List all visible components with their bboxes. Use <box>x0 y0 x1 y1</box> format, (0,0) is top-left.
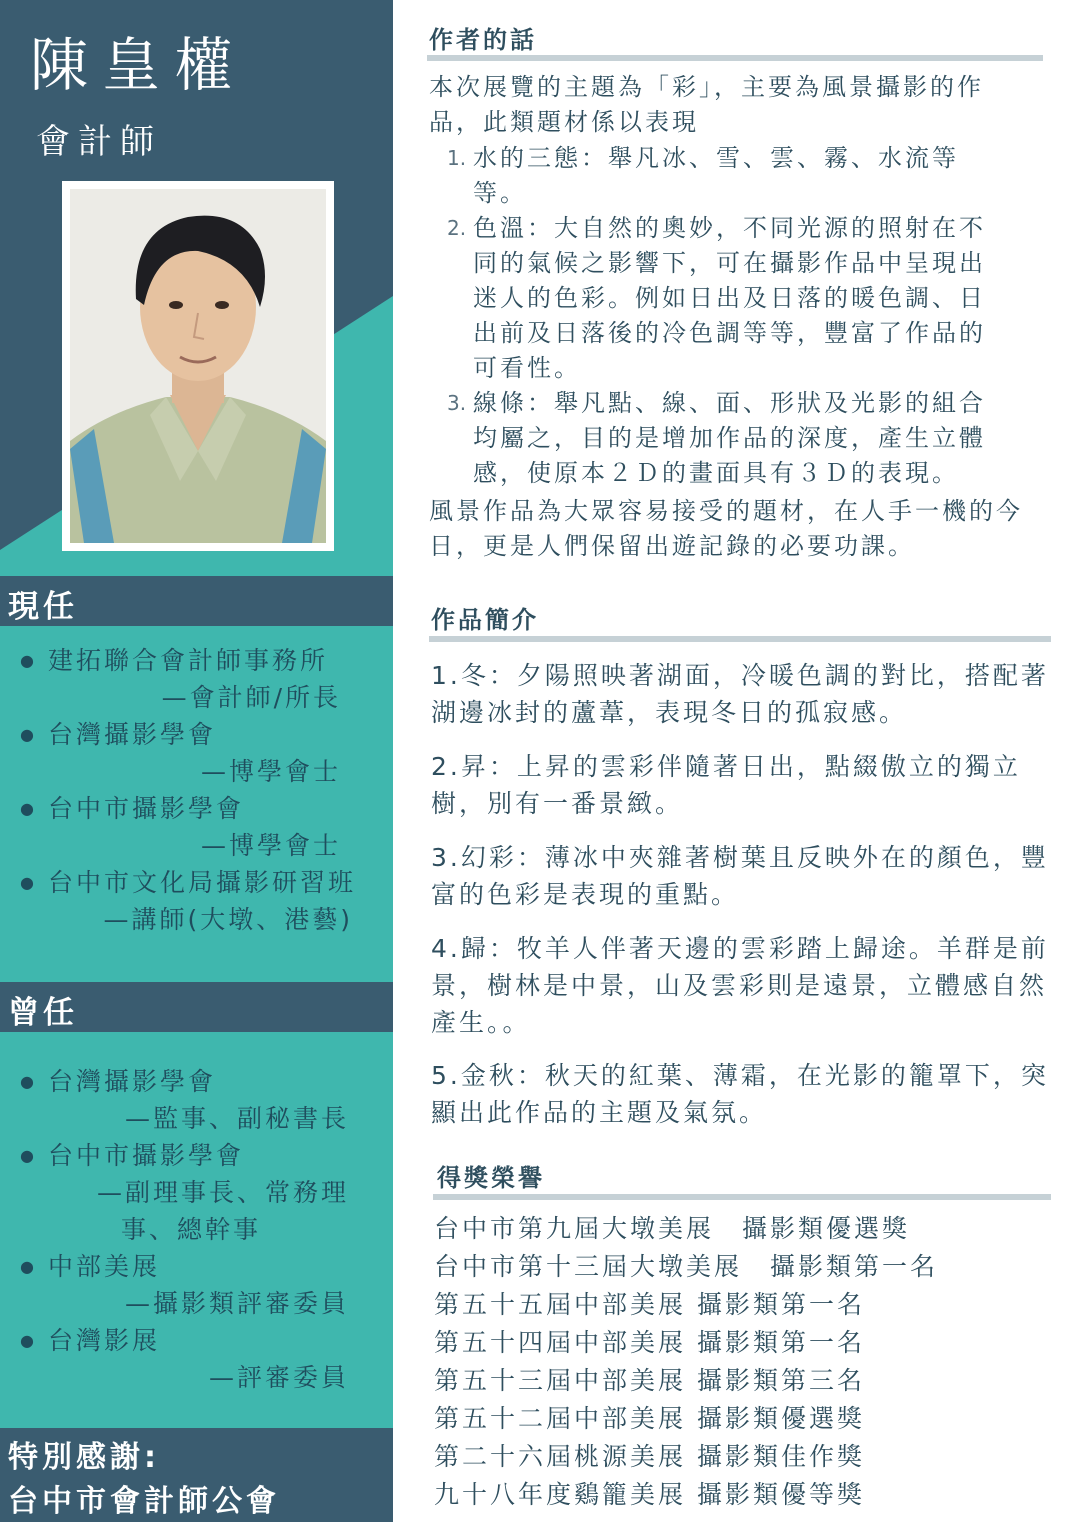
list-item <box>0 1322 393 1396</box>
organization-name: 台中市攝影學會 <box>48 794 245 823</box>
award-item: 第五十四屆中部美展 攝影類第一名 <box>434 1328 865 1357</box>
position-role: —評審委員 <box>208 1363 349 1392</box>
bullet-icon: ● <box>20 1331 37 1350</box>
sidebar <box>0 0 393 1522</box>
item-text: 色溫：大自然的奧妙，不同光源的照射在不同的氣候之影響下，可在攝影作品中呈現出迷人的色彩。例如日出及日落的暖色調、日出前及日落後的冷色調等等，豐富了作品的可看性。 <box>473 214 986 382</box>
section-divider <box>427 55 1043 61</box>
section-divider <box>429 636 1051 642</box>
list-item <box>0 642 393 716</box>
author-heading: 作者的話 <box>429 26 537 54</box>
bullet-icon: ● <box>20 1146 37 1165</box>
list-item <box>0 790 393 864</box>
organization-name: 中部美展 <box>48 1252 161 1281</box>
bullet-icon: ● <box>20 1072 37 1091</box>
organization-name: 台灣影展 <box>48 1326 161 1355</box>
person-name: 陳皇權 <box>30 31 247 99</box>
work-description: 4.歸：牧羊人伴著天邊的雲彩踏上歸途。羊群是前景，樹林是中景，山及雲彩則是遠景，立體感自然產生。。 <box>431 934 1049 1037</box>
position-role: —博學會士 <box>200 831 341 860</box>
thanks-organization: 台中市會計師公會 <box>8 1484 280 1519</box>
item-number: 2. <box>447 216 467 240</box>
bullet-icon: ● <box>20 651 37 670</box>
list-item <box>429 211 999 386</box>
item-text: 線條：舉凡點、線、面、形狀及光影的組合均屬之，目的是增加作品的深度，產生立體感，使原本２Ｄ的畫面具有３Ｄ的表現。 <box>473 389 986 487</box>
organization-name: 台灣攝影學會 <box>48 720 217 749</box>
former-heading: 曾任 <box>8 995 78 1031</box>
current-heading: 現任 <box>8 589 78 625</box>
work-description: 1.冬：夕陽照映著湖面，冷暖色調的對比，搭配著湖邊冰封的蘆葦，表現冬日的孤寂感。 <box>431 661 1049 727</box>
position-role-continued: 事、總幹事 <box>120 1215 261 1244</box>
work-description: 2.昇：上昇的雲彩伴隨著日出，點綴傲立的獨立樹，別有一番景緻。 <box>431 752 1021 818</box>
position-role: —博學會士 <box>200 757 341 786</box>
award-item: 第二十六屆桃源美展 攝影類佳作獎 <box>434 1442 865 1471</box>
award-item: 第五十五屆中部美展 攝影類第一名 <box>434 1290 865 1319</box>
works-heading: 作品簡介 <box>431 606 539 634</box>
section-divider <box>433 1194 1051 1200</box>
author-points-list <box>429 141 999 491</box>
list-item <box>429 386 999 491</box>
list-item <box>0 1248 393 1322</box>
item-number: 1. <box>447 146 467 170</box>
organization-name: 建拓聯合會計師事務所 <box>48 646 329 675</box>
award-item: 第五十二屆中部美展 攝影類優選獎 <box>434 1404 865 1433</box>
organization-name: 台中市文化局攝影研習班 <box>48 868 357 897</box>
bullet-icon: ● <box>20 873 37 892</box>
thanks-label: 特別感謝: <box>8 1440 160 1475</box>
bullet-icon: ● <box>20 1257 37 1276</box>
current-positions-list <box>0 642 393 938</box>
list-item <box>0 1063 393 1137</box>
work-description: 5.金秋：秋天的紅葉、薄霜，在光影的籠罩下，突顯出此作品的主題及氣氛。 <box>431 1061 1049 1127</box>
position-role: —會計師/所長 <box>161 683 341 712</box>
former-positions-list <box>0 1063 393 1396</box>
list-item <box>0 864 393 938</box>
award-item: 台中市第九屆大墩美展 攝影類優選獎 <box>434 1214 911 1243</box>
award-item: 台中市第十三屆大墩美展 攝影類第一名 <box>434 1252 939 1281</box>
list-item <box>429 141 999 211</box>
list-item <box>0 1137 393 1248</box>
former-section-bar <box>0 982 393 1032</box>
current-section-bar <box>0 576 393 626</box>
bullet-icon: ● <box>20 725 37 744</box>
portrait-photo <box>62 181 334 551</box>
bullet-icon: ● <box>20 799 37 818</box>
position-role: —監事、副秘書長 <box>124 1104 349 1133</box>
organization-name: 台中市攝影學會 <box>48 1141 245 1170</box>
author-outro: 風景作品為大眾容易接受的題材，在人手一機的今日，更是人們保留出遊記錄的必要功課。 <box>429 497 1023 560</box>
main-content <box>393 0 1076 1522</box>
award-item: 第五十三屆中部美展 攝影類第三名 <box>434 1366 865 1395</box>
portrait-illustration <box>70 189 326 543</box>
list-item <box>0 716 393 790</box>
awards-heading: 得獎榮譽 <box>437 1164 545 1192</box>
organization-name: 台灣攝影學會 <box>48 1067 217 1096</box>
award-item: 九十八年度鷄籠美展 攝影類優等獎 <box>434 1480 865 1509</box>
position-role: —攝影類評審委員 <box>124 1289 349 1318</box>
author-intro: 本次展覽的主題為「彩」，主要為風景攝影的作品，此類題材係以表現 <box>429 73 984 136</box>
position-role: —副理事長、常務理 <box>96 1178 349 1207</box>
thanks-bar <box>0 1428 393 1522</box>
item-number: 3. <box>447 391 467 415</box>
position-role: —講師(大墩、港藝) <box>103 905 353 934</box>
work-description: 3.幻彩：薄冰中夾雜著樹葉且反映外在的顏色，豐富的色彩是表現的重點。 <box>431 843 1049 909</box>
awards-list <box>434 1210 938 1514</box>
person-title: 會計師 <box>36 122 162 162</box>
item-text: 水的三態：舉凡冰、雪、雲、霧、水流等等。 <box>473 144 959 207</box>
